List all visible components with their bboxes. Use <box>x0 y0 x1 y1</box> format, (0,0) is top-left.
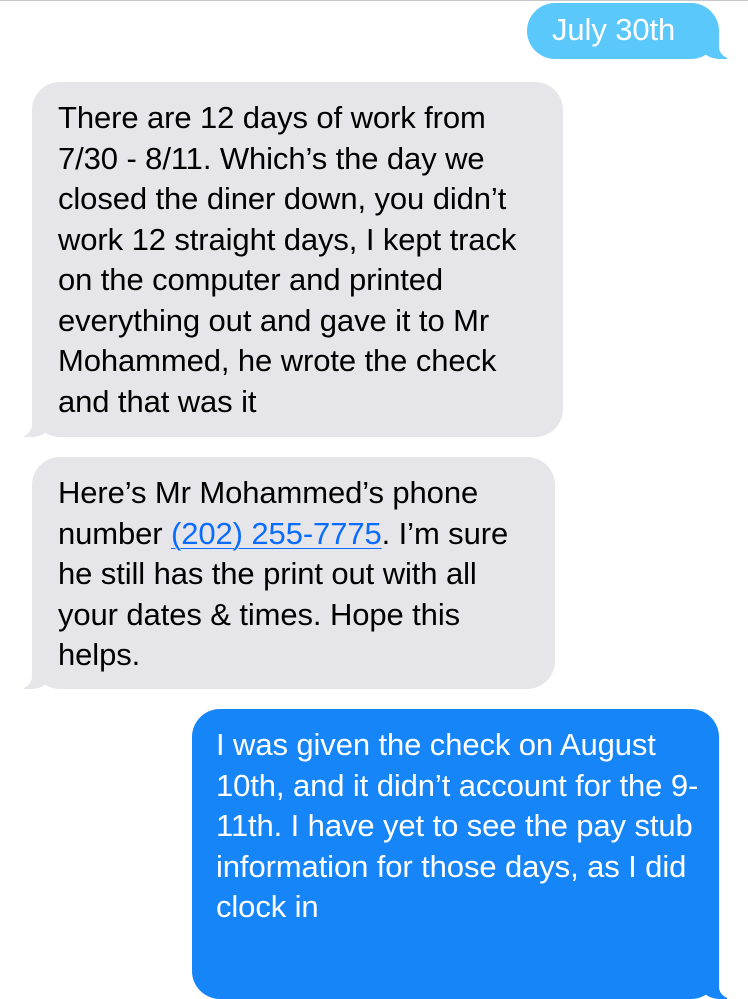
message-bubble-incoming[interactable] <box>32 457 555 689</box>
message-bubble-outgoing[interactable] <box>192 709 719 999</box>
message-text: I was given the check on August 10th, and it didn’t account for the 9-11th. I have yet to see the pay stub information for those days, as I did clock in <box>216 727 699 924</box>
phone-number-link[interactable]: (202) 255-7775 <box>171 515 382 551</box>
message-bubble-incoming[interactable] <box>32 82 563 437</box>
message-text-before-link: Here’s Mr Mohammed’s phone number <box>58 475 479 551</box>
message-bubble-outgoing[interactable] <box>527 3 719 59</box>
top-divider <box>0 0 748 1</box>
message-text: There are 12 days of work from 7/30 - 8/11. Which’s the day we closed the diner down, you didn’t work 12 straight days, I kept track on the computer and printed everything out and gave it to Mr Mohammed, he wrote the check and that was it <box>58 100 517 419</box>
message-text: July 30th <box>552 12 676 47</box>
message-text <box>58 473 535 676</box>
message-text-after-link: . I’m sure he still has the print out with all your dates & times. Hope this helps. <box>58 515 509 672</box>
